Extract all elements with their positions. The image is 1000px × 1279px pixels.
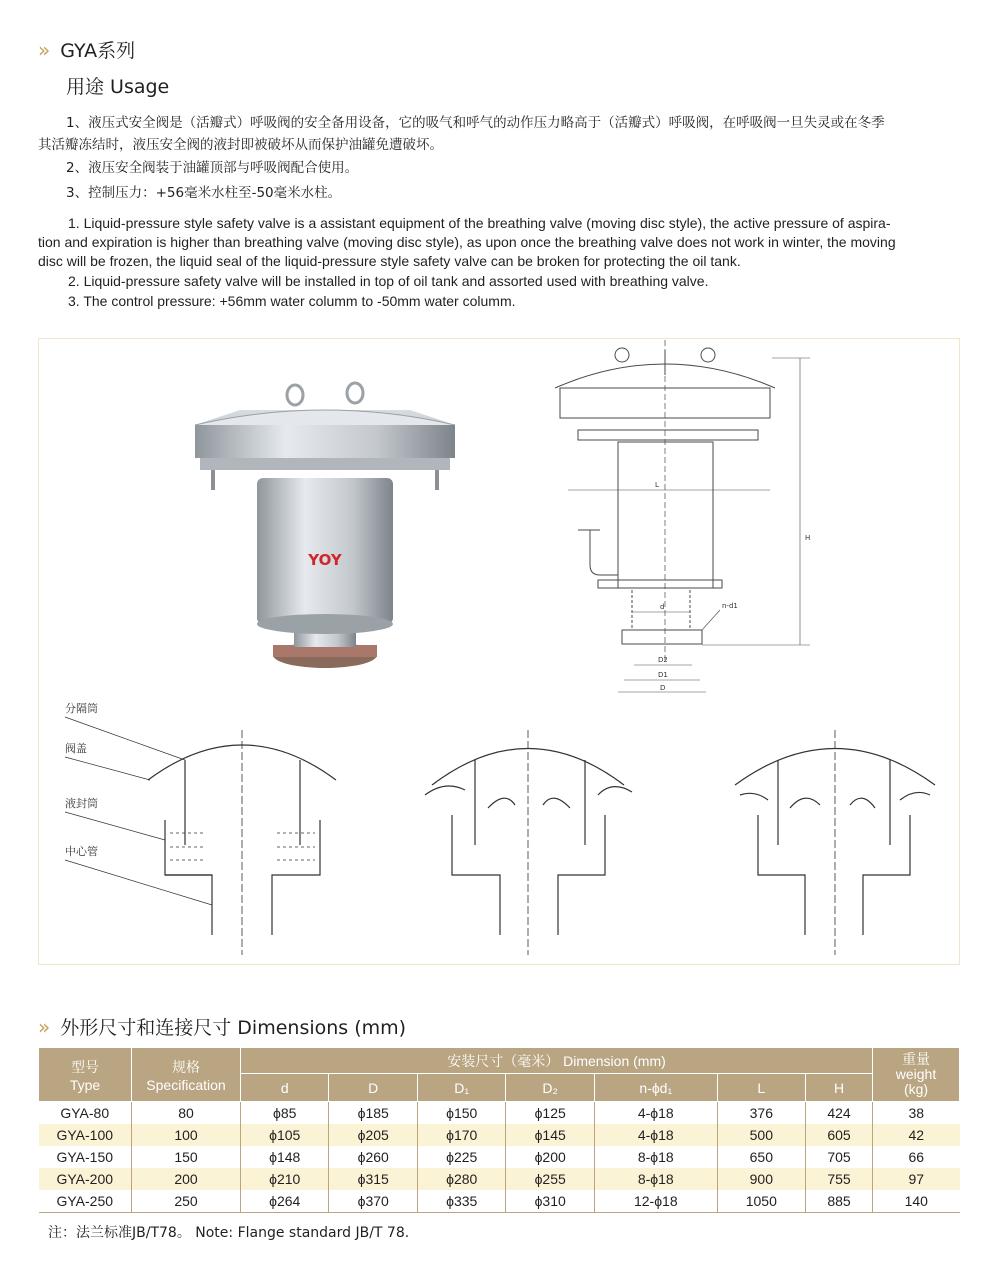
flange-standard-note: 注：法兰标准JB/T78。 Note: Flange standard JB/T 78.	[48, 1225, 410, 1241]
cell: 8-ϕ18	[594, 1168, 717, 1190]
chevron-icon: »	[38, 38, 51, 62]
col-d: d	[241, 1074, 329, 1102]
col-L: L	[717, 1074, 805, 1102]
usage-cn-line-1: 1、液压式安全阀是（活瓣式）呼吸阀的安全备用设备，它的吸气和呼气的动作压力略高于（活瓣式）呼吸阀，在呼吸阀一旦失灵或在冬季	[66, 115, 885, 131]
cell: 900	[717, 1168, 805, 1190]
cell: 150	[132, 1146, 241, 1168]
cell: GYA-80	[39, 1102, 132, 1125]
usage-en-line-4: 2. Liquid-pressure safety valve will be installed in top of oil tank and assorted used with breathing valve.	[68, 273, 709, 289]
col-weight: 重量 weight (kg)	[873, 1048, 960, 1102]
col-nd1: n-ϕd₁	[594, 1074, 717, 1102]
cell: ϕ170	[417, 1124, 505, 1146]
cell: 8-ϕ18	[594, 1146, 717, 1168]
cell: ϕ255	[506, 1168, 594, 1190]
cell: 605	[806, 1124, 873, 1146]
cell: 100	[132, 1124, 241, 1146]
label-valve-cover: 阀盖	[65, 742, 87, 755]
dimensions-title: 外形尺寸和连接尺寸 Dimensions (mm)	[60, 1017, 407, 1039]
table-row	[39, 1102, 960, 1125]
usage-en-line-5: 3. The control pressure: +56mm water columm to -50mm water columm.	[68, 293, 516, 309]
cell: 4-ϕ18	[594, 1124, 717, 1146]
cell: 200	[132, 1168, 241, 1190]
cell: ϕ200	[506, 1146, 594, 1168]
col-type: 型号 Type	[39, 1048, 132, 1102]
cell: GYA-150	[39, 1146, 132, 1168]
cell: ϕ264	[241, 1190, 329, 1213]
col-H: H	[806, 1074, 873, 1102]
chevron-icon: »	[38, 1015, 51, 1039]
series-title: GYA系列	[60, 40, 136, 62]
cell: ϕ335	[417, 1190, 505, 1213]
label-center-pipe: 中心管	[65, 845, 98, 858]
technical-drawing	[555, 340, 810, 692]
cell: ϕ205	[329, 1124, 417, 1146]
cell: GYA-250	[39, 1190, 132, 1213]
cell: 140	[873, 1190, 960, 1213]
cell: 250	[132, 1190, 241, 1213]
cell: ϕ150	[417, 1102, 505, 1125]
dim-label-H: H	[805, 534, 811, 542]
col-install-group: 安装尺寸（毫米） Dimension (mm)	[241, 1048, 873, 1074]
schematic-1	[65, 717, 336, 955]
lifting-eye-icon	[347, 383, 363, 403]
cell: ϕ310	[506, 1190, 594, 1213]
table-row	[39, 1190, 960, 1213]
cell: ϕ148	[241, 1146, 329, 1168]
table-row	[39, 1146, 960, 1168]
cell: 80	[132, 1102, 241, 1125]
cell: ϕ315	[329, 1168, 417, 1190]
cell: 424	[806, 1102, 873, 1125]
cell: GYA-100	[39, 1124, 132, 1146]
cell: ϕ125	[506, 1102, 594, 1125]
cell: 42	[873, 1124, 960, 1146]
dim-label-D: D	[660, 684, 666, 692]
usage-cn-line-4: 3、控制压力：+56毫米水柱至-50毫米水柱。	[66, 185, 342, 201]
cell: 755	[806, 1168, 873, 1190]
label-divider-tube: 分隔筒	[65, 702, 98, 715]
cell: 885	[806, 1190, 873, 1213]
schematic-3	[735, 730, 935, 955]
cell: ϕ210	[241, 1168, 329, 1190]
schematic-2	[425, 730, 632, 955]
table-row	[39, 1124, 960, 1146]
dimensions-table	[38, 1047, 960, 1213]
col-spec: 规格 Specification	[132, 1048, 241, 1102]
cell: 66	[908, 1149, 925, 1165]
cell: ϕ85	[241, 1102, 329, 1125]
cell: 97	[873, 1168, 960, 1190]
cell: 1050	[717, 1190, 805, 1213]
cell: 38	[908, 1105, 925, 1121]
cell: 500	[717, 1124, 805, 1146]
usage-cn-line-3: 2、液压安全阀装于油罐顶部与呼吸阀配合使用。	[66, 160, 359, 176]
dim-label-D1: D1	[658, 671, 668, 679]
usage-en-line-3: disc will be frozen, the liquid seal of the liquid-pressure style safety valve can be broken for protecting the oil tank.	[38, 253, 741, 269]
valve-photo	[195, 383, 455, 668]
cell: ϕ225	[417, 1146, 505, 1168]
lifting-eye-icon	[287, 385, 303, 405]
cell: GYA-200	[39, 1168, 132, 1190]
brand-logo: YOY	[308, 551, 342, 569]
dim-label-d: d	[660, 603, 665, 611]
col-D1: D₁	[417, 1074, 505, 1102]
cell: ϕ260	[329, 1146, 417, 1168]
usage-cn-line-2: 其活瓣冻结时，液压安全阀的液封即被破坏从而保护油罐免遭破坏。	[38, 137, 443, 153]
usage-heading: 用途 Usage	[66, 76, 170, 98]
cell: ϕ370	[329, 1190, 417, 1213]
cell: ϕ105	[241, 1124, 329, 1146]
label-seal-tube: 液封筒	[65, 797, 98, 810]
cell: 4-ϕ18	[594, 1102, 717, 1125]
dim-label-L: L	[655, 481, 659, 489]
cell: 12-ϕ18	[594, 1190, 717, 1213]
dim-label-nd1: n-d1	[722, 602, 738, 610]
table-row	[39, 1168, 960, 1190]
col-D: D	[329, 1074, 417, 1102]
cell: ϕ145	[506, 1124, 594, 1146]
cell: 705	[806, 1146, 873, 1168]
col-D2: D₂	[506, 1074, 594, 1102]
dim-label-D2: D2	[658, 656, 668, 664]
usage-en-line-1: 1. Liquid-pressure style safety valve is a assistant equipment of the breathing valve (moving disc style), the active pressure of aspira-	[68, 215, 891, 231]
usage-en-line-2: tion and expiration is higher than breathing valve (moving disc style), as upon once the breathing valve does not work in winter, the moving	[38, 234, 896, 250]
dimensions-heading	[38, 1013, 406, 1040]
cell: 376	[717, 1102, 805, 1125]
cell: ϕ280	[417, 1168, 505, 1190]
cell: 650	[717, 1146, 805, 1168]
cell: ϕ185	[329, 1102, 417, 1125]
